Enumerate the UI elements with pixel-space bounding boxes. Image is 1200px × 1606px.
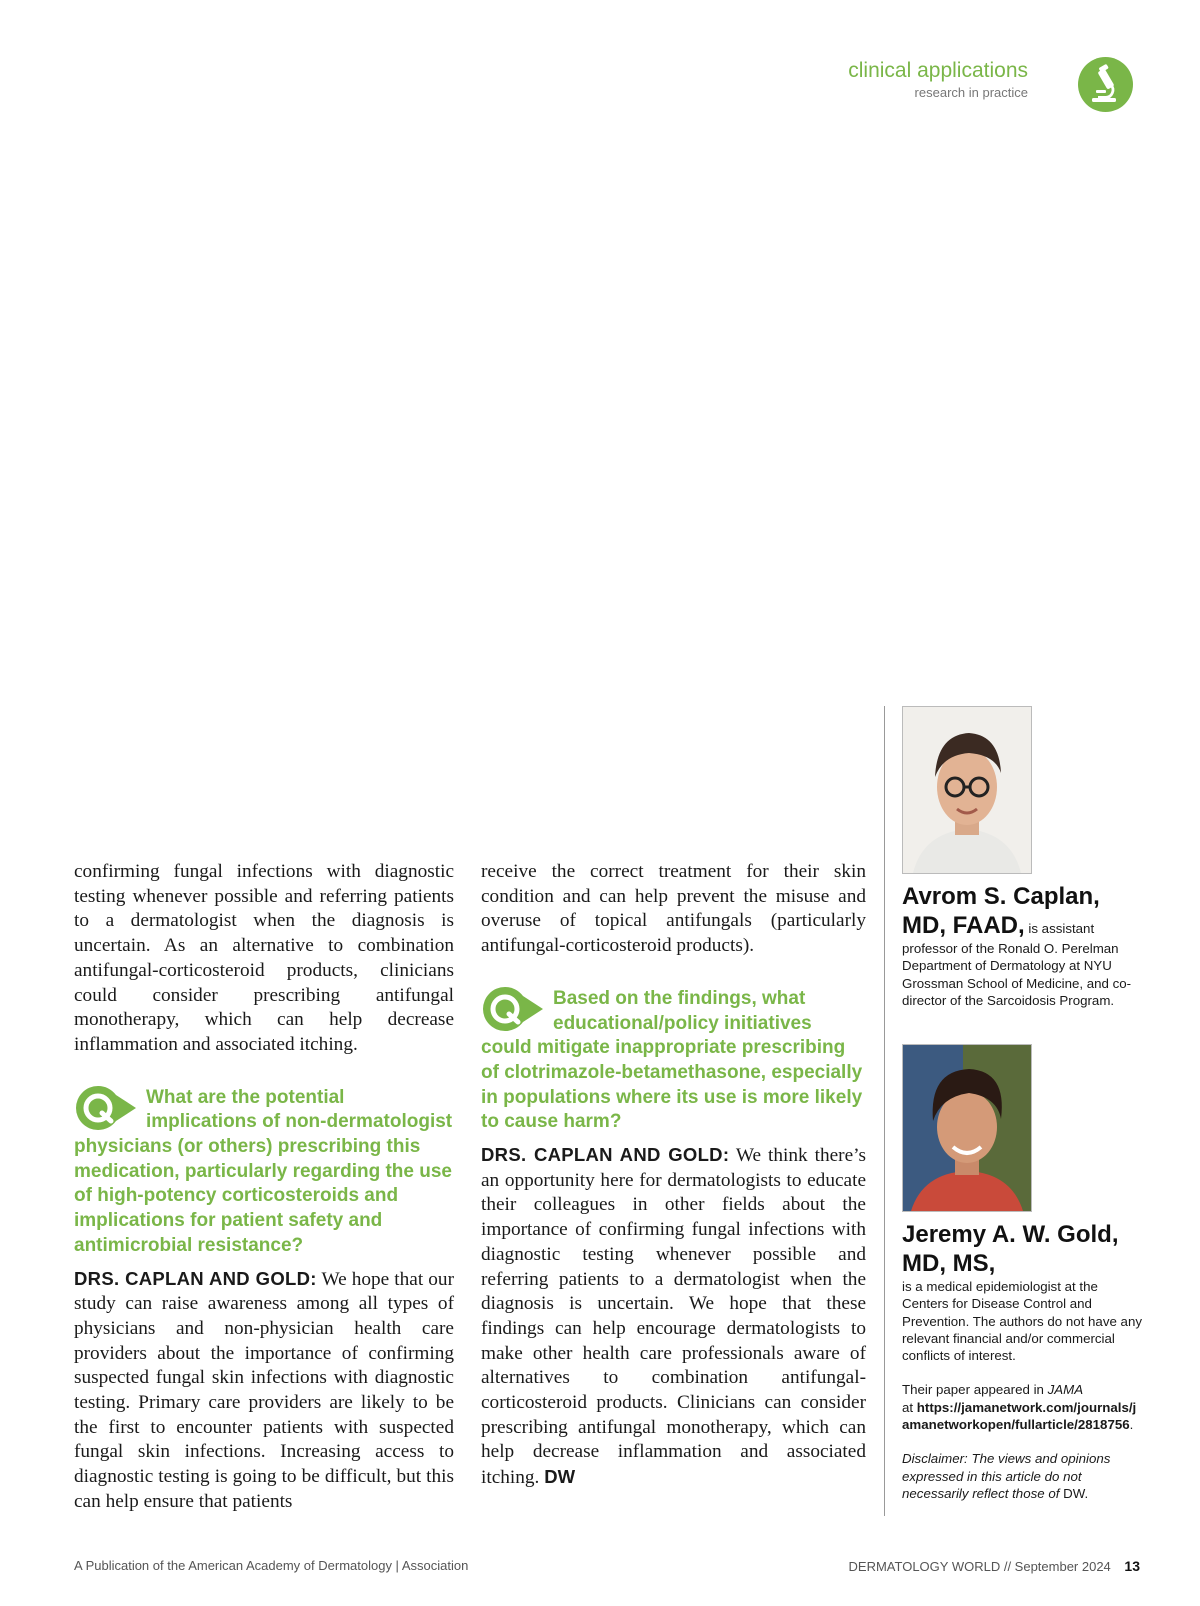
journal-name: JAMA bbox=[1047, 1382, 1084, 1398]
author-name: Jeremy A. W. Gold, MD, MS, bbox=[902, 1221, 1119, 1277]
author-description: is a medical epidemiologist at the Centers for Disease Control and Prevention. The authors do not have any relevant financial and/or commercial conflicts of interest. bbox=[902, 1279, 1142, 1364]
section-subtitle: research in practice bbox=[914, 85, 1028, 100]
answer-text: We think there’s an opportunity here for dermatologists to educate their colleagues in other fields about the importance of confirming fungal infections with diagnostic testing whenever possible and referring patients to a dermatologist when the diagnosis is uncertain. We hope that these findings can help encourage dermatologists to make other health care professionals aware of alternatives to combination antifungal-corticosteroid products. Clinicians can consider prescribing antifungal monotherapy, which can help decrease inflammation and associated itching. bbox=[481, 1145, 866, 1489]
question-text: What are the potential implications of non-dermatologist physicians (or others) prescribing this medication, particularly regarding the use of high-potency corticosteroids and implications for patient safety and antimicrobial resistance? bbox=[74, 1086, 453, 1256]
author-bio-gold bbox=[902, 1220, 1142, 1502]
page-number: 13 bbox=[1124, 1558, 1140, 1574]
author-photo-caplan bbox=[902, 706, 1032, 874]
author-bio-caplan bbox=[902, 882, 1142, 1009]
author-photo-gold bbox=[902, 1044, 1032, 1212]
sidebar-divider bbox=[884, 706, 885, 1516]
author-name: Avrom S. Caplan, MD, FAAD, bbox=[902, 883, 1100, 939]
question-text: Based on the findings, what educational/policy initiatives could mitigate inappropriate prescribing of clotrimazole-betamethasone, especially in populations where its use is more likely to cause harm? bbox=[481, 987, 863, 1133]
body-paragraph: confirming fungal infections with diagnostic testing whenever possible and referring patients to a dermatologist when the diagnosis is uncertain. As an alternative to combination antifungal-corticosteroid products, clinicians could consider prescribing antifungal monotherapy, which can help decrease inflammation and associated itching. bbox=[74, 861, 454, 1055]
article-column-2 bbox=[481, 860, 866, 1491]
question-block bbox=[481, 987, 866, 1135]
answer-paragraph bbox=[481, 1143, 866, 1491]
end-mark: DW bbox=[544, 1466, 576, 1488]
paper-citation: Their paper appeared in JAMA at https://jamanetwork.com/journals/jamanetworkopen/fullarticle/2818756. bbox=[902, 1382, 1137, 1433]
answer-paragraph bbox=[74, 1267, 454, 1515]
microscope-icon bbox=[1078, 57, 1133, 112]
question-block bbox=[74, 1086, 454, 1259]
section-title: clinical applications bbox=[848, 59, 1028, 82]
author-description: is assistant professor of the Ronald O. Perelman Department of Dermatology at NYU Grossman School of Medicine, and co-director of the Sarcoidosis Program. bbox=[902, 921, 1132, 1008]
section-header bbox=[848, 58, 1028, 102]
article-column-1 bbox=[74, 860, 454, 1515]
answer-lead: DRS. CAPLAN AND GOLD: bbox=[74, 1267, 317, 1289]
body-paragraph: receive the correct treatment for their skin condition and can help prevent the misuse and overuse of topical antifungals (particularly antifungal-corticosteroid products). bbox=[481, 861, 866, 957]
footer-magazine bbox=[849, 1558, 1140, 1574]
answer-lead: DRS. CAPLAN AND GOLD: bbox=[481, 1144, 730, 1166]
paper-link[interactable]: https://jamanetwork.com/journals/jamanetworkopen/fullarticle/2818756 bbox=[902, 1399, 1137, 1433]
footer-publication: A Publication of the American Academy of Dermatology | Association bbox=[74, 1558, 469, 1573]
footer-magazine-date: DERMATOLOGY WORLD // September 2024 bbox=[848, 1559, 1111, 1574]
question-q-icon bbox=[481, 985, 547, 1035]
answer-text: We hope that our study can raise awareness among all types of physicians and non-physician health care providers about the importance of confirming suspected fungal skin infections with diagnostic testing. Primary care providers are likely to be the first to encounter patients with suspected fungal skin infections. Increasing access to diagnostic testing is going to be difficult, but this can help ensure that patients bbox=[74, 1268, 454, 1512]
question-q-icon bbox=[74, 1084, 140, 1134]
disclaimer: Disclaimer: The views and opinions expressed in this article do not necessarily reflect those of DW. bbox=[902, 1451, 1111, 1501]
